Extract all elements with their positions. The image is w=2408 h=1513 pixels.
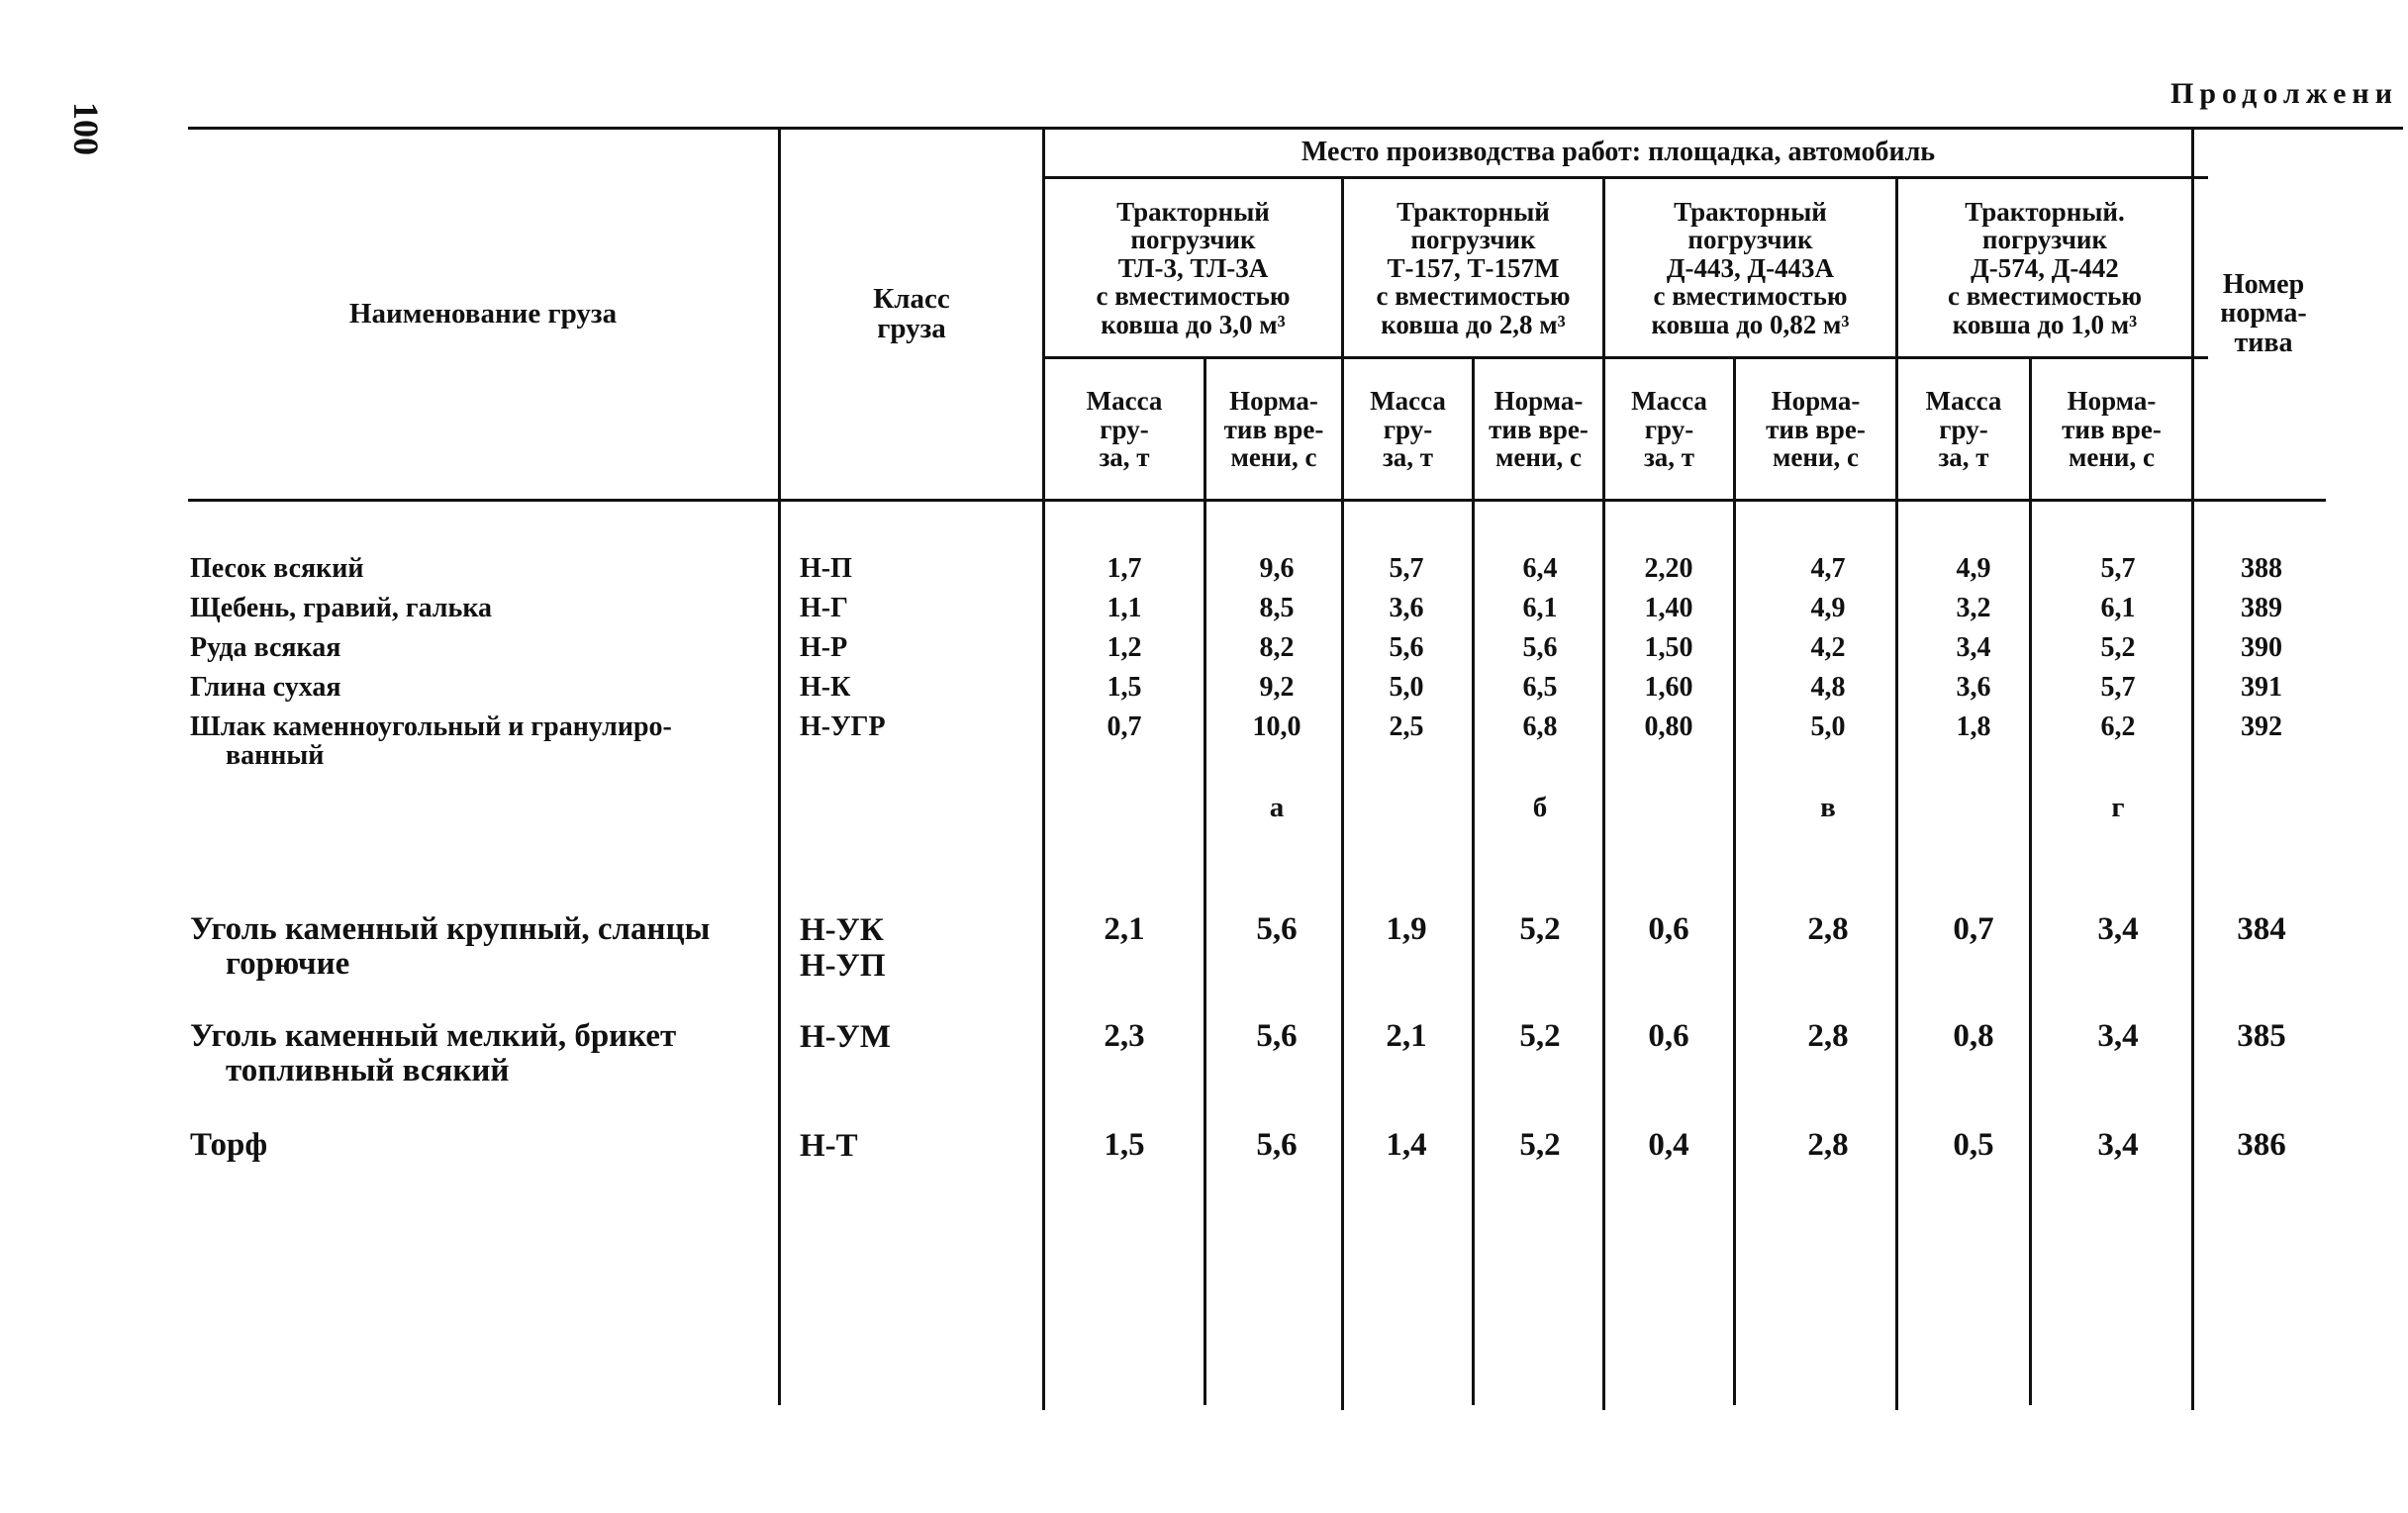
cargo-name-text: Глина сухая bbox=[190, 672, 341, 703]
norm-number-value: 384 bbox=[2237, 911, 2286, 947]
cargo-mass-value: 0,8 bbox=[1953, 1018, 1994, 1054]
cargo-mass-value: 5,0 bbox=[1389, 672, 1424, 703]
cargo-class-header: Класс груза bbox=[873, 282, 950, 344]
mass-header: Масса гру- за, т bbox=[1631, 386, 1707, 473]
cargo-class-code: Н-УГР bbox=[800, 711, 886, 742]
norm-number-value: 385 bbox=[2237, 1018, 2286, 1054]
cargo-name bbox=[190, 912, 762, 981]
cargo-mass-value: 3,4 bbox=[1956, 632, 1991, 663]
cargo-name bbox=[190, 673, 762, 702]
time-norm-value: 6,4 bbox=[1522, 553, 1558, 584]
cargo-mass-value: 1,4 bbox=[1386, 1127, 1427, 1163]
cargo-name-text: Шлак каменноугольный и гранулиро- bbox=[190, 711, 672, 742]
cargo-name bbox=[190, 633, 762, 662]
time-norm-value: 5,6 bbox=[1256, 1018, 1298, 1054]
time-norm-value: 5,6 bbox=[1522, 632, 1558, 663]
subcol-divider-1 bbox=[1204, 358, 1206, 1405]
cargo-mass-value: 0,7 bbox=[1107, 711, 1142, 742]
time-norm-value: 2,8 bbox=[1807, 911, 1849, 947]
column-letter: б bbox=[1532, 792, 1548, 823]
cargo-mass-value: 0,4 bbox=[1648, 1127, 1689, 1163]
cargo-mass-value: 1,5 bbox=[1107, 672, 1142, 703]
cargo-class-code: Н-Г bbox=[800, 593, 848, 623]
header-bottom-rule bbox=[188, 499, 2326, 502]
machine-header-d574: Тракторный. погрузчик Д-574, Д-442 с вместимостью ковша до 1,0 м³ bbox=[1947, 197, 2143, 339]
machine-header-tl3: Тракторный погрузчик ТЛ-3, ТЛ-3А с вместимостью ковша до 3,0 м³ bbox=[1096, 197, 1291, 339]
cargo-name-continuation: горючие bbox=[226, 945, 350, 982]
cargo-class-code: Н-Т bbox=[800, 1128, 858, 1164]
time-norm-value: 2,8 bbox=[1807, 1127, 1849, 1163]
cargo-class-code: Н-УК bbox=[800, 912, 884, 948]
cargo-class bbox=[800, 1019, 1037, 1055]
cargo-mass-value: 1,7 bbox=[1107, 553, 1142, 584]
column-letter: а bbox=[1269, 792, 1285, 823]
time-norm-value: 9,6 bbox=[1259, 553, 1295, 584]
time-norm-value: 4,7 bbox=[1810, 553, 1846, 584]
time-norm-value: 5,6 bbox=[1256, 1127, 1298, 1163]
column-letter: г bbox=[2111, 792, 2125, 823]
cargo-mass-value: 2,1 bbox=[1386, 1018, 1427, 1054]
cargo-mass-value: 1,9 bbox=[1386, 911, 1427, 947]
cargo-mass-value: 1,8 bbox=[1956, 711, 1991, 742]
cargo-mass-value: 0,80 bbox=[1644, 711, 1693, 742]
time-norm-value: 5,2 bbox=[1519, 1127, 1561, 1163]
time-norm-value: 8,2 bbox=[1259, 632, 1295, 663]
machine-header-d443: Тракторный погрузчик Д-443, Д-443А с вместимостью ковша до 0,82 м³ bbox=[1651, 197, 1850, 339]
column-letter: в bbox=[1820, 792, 1836, 823]
time-norm-value: 3,4 bbox=[2097, 1018, 2139, 1054]
cargo-class bbox=[800, 594, 1037, 624]
norm-number-value: 388 bbox=[2241, 553, 2282, 584]
cargo-name-continuation: топливный всякий bbox=[226, 1052, 510, 1088]
cargo-name-header: Наименование груза bbox=[348, 297, 618, 330]
time-header: Норма- тив вре- мени, с bbox=[2062, 386, 2162, 473]
cargo-mass-value: 2,5 bbox=[1389, 711, 1424, 742]
cargo-mass-value: 2,20 bbox=[1644, 553, 1693, 584]
time-norm-value: 5,0 bbox=[1810, 711, 1846, 742]
continued-label: Продолжени bbox=[2169, 77, 2398, 110]
cargo-class-code: Н-Р bbox=[800, 632, 848, 663]
cargo-name-text: Уголь каменный мелкий, брикет bbox=[190, 1018, 677, 1054]
time-norm-value: 4,8 bbox=[1810, 672, 1846, 703]
cargo-class bbox=[800, 633, 1037, 664]
cargo-name bbox=[190, 554, 762, 583]
norm-number-value: 389 bbox=[2241, 593, 2282, 623]
mass-header: Масса гру- за, т bbox=[1925, 386, 2002, 473]
cargo-mass-value: 1,5 bbox=[1104, 1127, 1145, 1163]
machine-header-rule bbox=[1045, 356, 2208, 359]
time-norm-value: 8,5 bbox=[1259, 593, 1295, 623]
cargo-name bbox=[190, 594, 762, 622]
cargo-mass-value: 1,1 bbox=[1107, 593, 1142, 623]
cargo-class bbox=[800, 712, 1037, 743]
cargo-mass-value: 2,3 bbox=[1104, 1018, 1145, 1054]
subcol-divider-4 bbox=[2029, 358, 2032, 1405]
norm-number-value: 386 bbox=[2237, 1127, 2286, 1163]
cargo-mass-value: 0,6 bbox=[1648, 1018, 1689, 1054]
cargo-name-continuation: ванный bbox=[226, 740, 325, 772]
place-header-rule bbox=[1045, 176, 2208, 179]
time-norm-value: 6,5 bbox=[1522, 672, 1558, 703]
cargo-class-code: Н-П bbox=[800, 553, 852, 584]
cargo-class bbox=[800, 912, 1037, 985]
time-norm-value: 6,1 bbox=[2100, 593, 2136, 623]
time-header: Норма- тив вре- мени, с bbox=[1489, 386, 1589, 473]
cargo-name-text: Щебень, гравий, галька bbox=[190, 593, 493, 623]
cargo-mass-value: 4,9 bbox=[1956, 553, 1991, 584]
subcol-divider-3 bbox=[1733, 358, 1736, 1405]
norm-number-value: 390 bbox=[2241, 632, 2282, 663]
norm-number-value: 391 bbox=[2241, 672, 2282, 703]
time-norm-value: 5,7 bbox=[2100, 553, 2136, 584]
cargo-name-text: Песок всякий bbox=[190, 553, 364, 584]
time-norm-value: 5,7 bbox=[2100, 672, 2136, 703]
cargo-mass-value: 3,6 bbox=[1389, 593, 1424, 623]
page-number: 100 bbox=[66, 102, 106, 155]
time-header: Норма- тив вре- мени, с bbox=[1223, 386, 1324, 473]
time-norm-value: 2,8 bbox=[1807, 1018, 1849, 1054]
cargo-mass-value: 0,5 bbox=[1953, 1127, 1994, 1163]
time-norm-value: 6,8 bbox=[1522, 711, 1558, 742]
cargo-mass-value: 5,7 bbox=[1389, 553, 1424, 584]
cargo-mass-value: 5,6 bbox=[1389, 632, 1424, 663]
cargo-name bbox=[190, 1128, 762, 1163]
cargo-mass-value: 3,6 bbox=[1956, 672, 1991, 703]
time-norm-value: 3,4 bbox=[2097, 911, 2139, 947]
mass-header: Масса гру- за, т bbox=[1086, 386, 1163, 473]
cargo-name-text: Руда всякая bbox=[190, 632, 341, 663]
cargo-mass-value: 0,6 bbox=[1648, 911, 1689, 947]
cargo-class-code: Н-К bbox=[800, 672, 851, 703]
norm-number-value: 392 bbox=[2241, 711, 2282, 742]
cargo-class-code: Н-УМ bbox=[800, 1019, 892, 1055]
cargo-name-text: Уголь каменный крупный, сланцы bbox=[190, 911, 711, 947]
cargo-class bbox=[800, 554, 1037, 585]
cargo-mass-value: 1,50 bbox=[1644, 632, 1693, 663]
cargo-class bbox=[800, 673, 1037, 704]
cargo-mass-value: 1,60 bbox=[1644, 672, 1693, 703]
cargo-mass-value: 0,7 bbox=[1953, 911, 1994, 947]
time-norm-value: 6,1 bbox=[1522, 593, 1558, 623]
cargo-mass-value: 3,2 bbox=[1956, 593, 1991, 623]
time-norm-value: 5,2 bbox=[2100, 632, 2136, 663]
machine-header-t157: Тракторный погрузчик Т-157, Т-157М с вместимостью ковша до 2,8 м³ bbox=[1376, 197, 1571, 339]
place-header: Место производства работ: площадка, автомобиль bbox=[1300, 137, 1936, 168]
cargo-mass-value: 1,40 bbox=[1644, 593, 1693, 623]
norm-number-header: Номер норма- тива bbox=[2220, 268, 2307, 358]
time-norm-value: 3,4 bbox=[2097, 1127, 2139, 1163]
cargo-name bbox=[190, 1019, 762, 1087]
cargo-class-code: Н-УП bbox=[800, 948, 886, 985]
cargo-name-text: Торф bbox=[190, 1127, 268, 1163]
time-norm-value: 9,2 bbox=[1259, 672, 1295, 703]
time-header: Норма- тив вре- мени, с bbox=[1766, 386, 1866, 473]
time-norm-value: 4,9 bbox=[1810, 593, 1846, 623]
cargo-mass-value: 1,2 bbox=[1107, 632, 1142, 663]
cargo-class bbox=[800, 1128, 1037, 1164]
time-norm-value: 10,0 bbox=[1252, 711, 1301, 742]
time-norm-value: 5,2 bbox=[1519, 1018, 1561, 1054]
time-norm-value: 4,2 bbox=[1810, 632, 1846, 663]
time-norm-value: 5,2 bbox=[1519, 911, 1561, 947]
subcol-divider-2 bbox=[1472, 358, 1475, 1405]
mass-header: Масса гру- за, т bbox=[1370, 386, 1446, 473]
time-norm-value: 5,6 bbox=[1256, 911, 1298, 947]
time-norm-value: 6,2 bbox=[2100, 711, 2136, 742]
cargo-name bbox=[190, 712, 762, 771]
cargo-mass-value: 2,1 bbox=[1104, 911, 1145, 947]
